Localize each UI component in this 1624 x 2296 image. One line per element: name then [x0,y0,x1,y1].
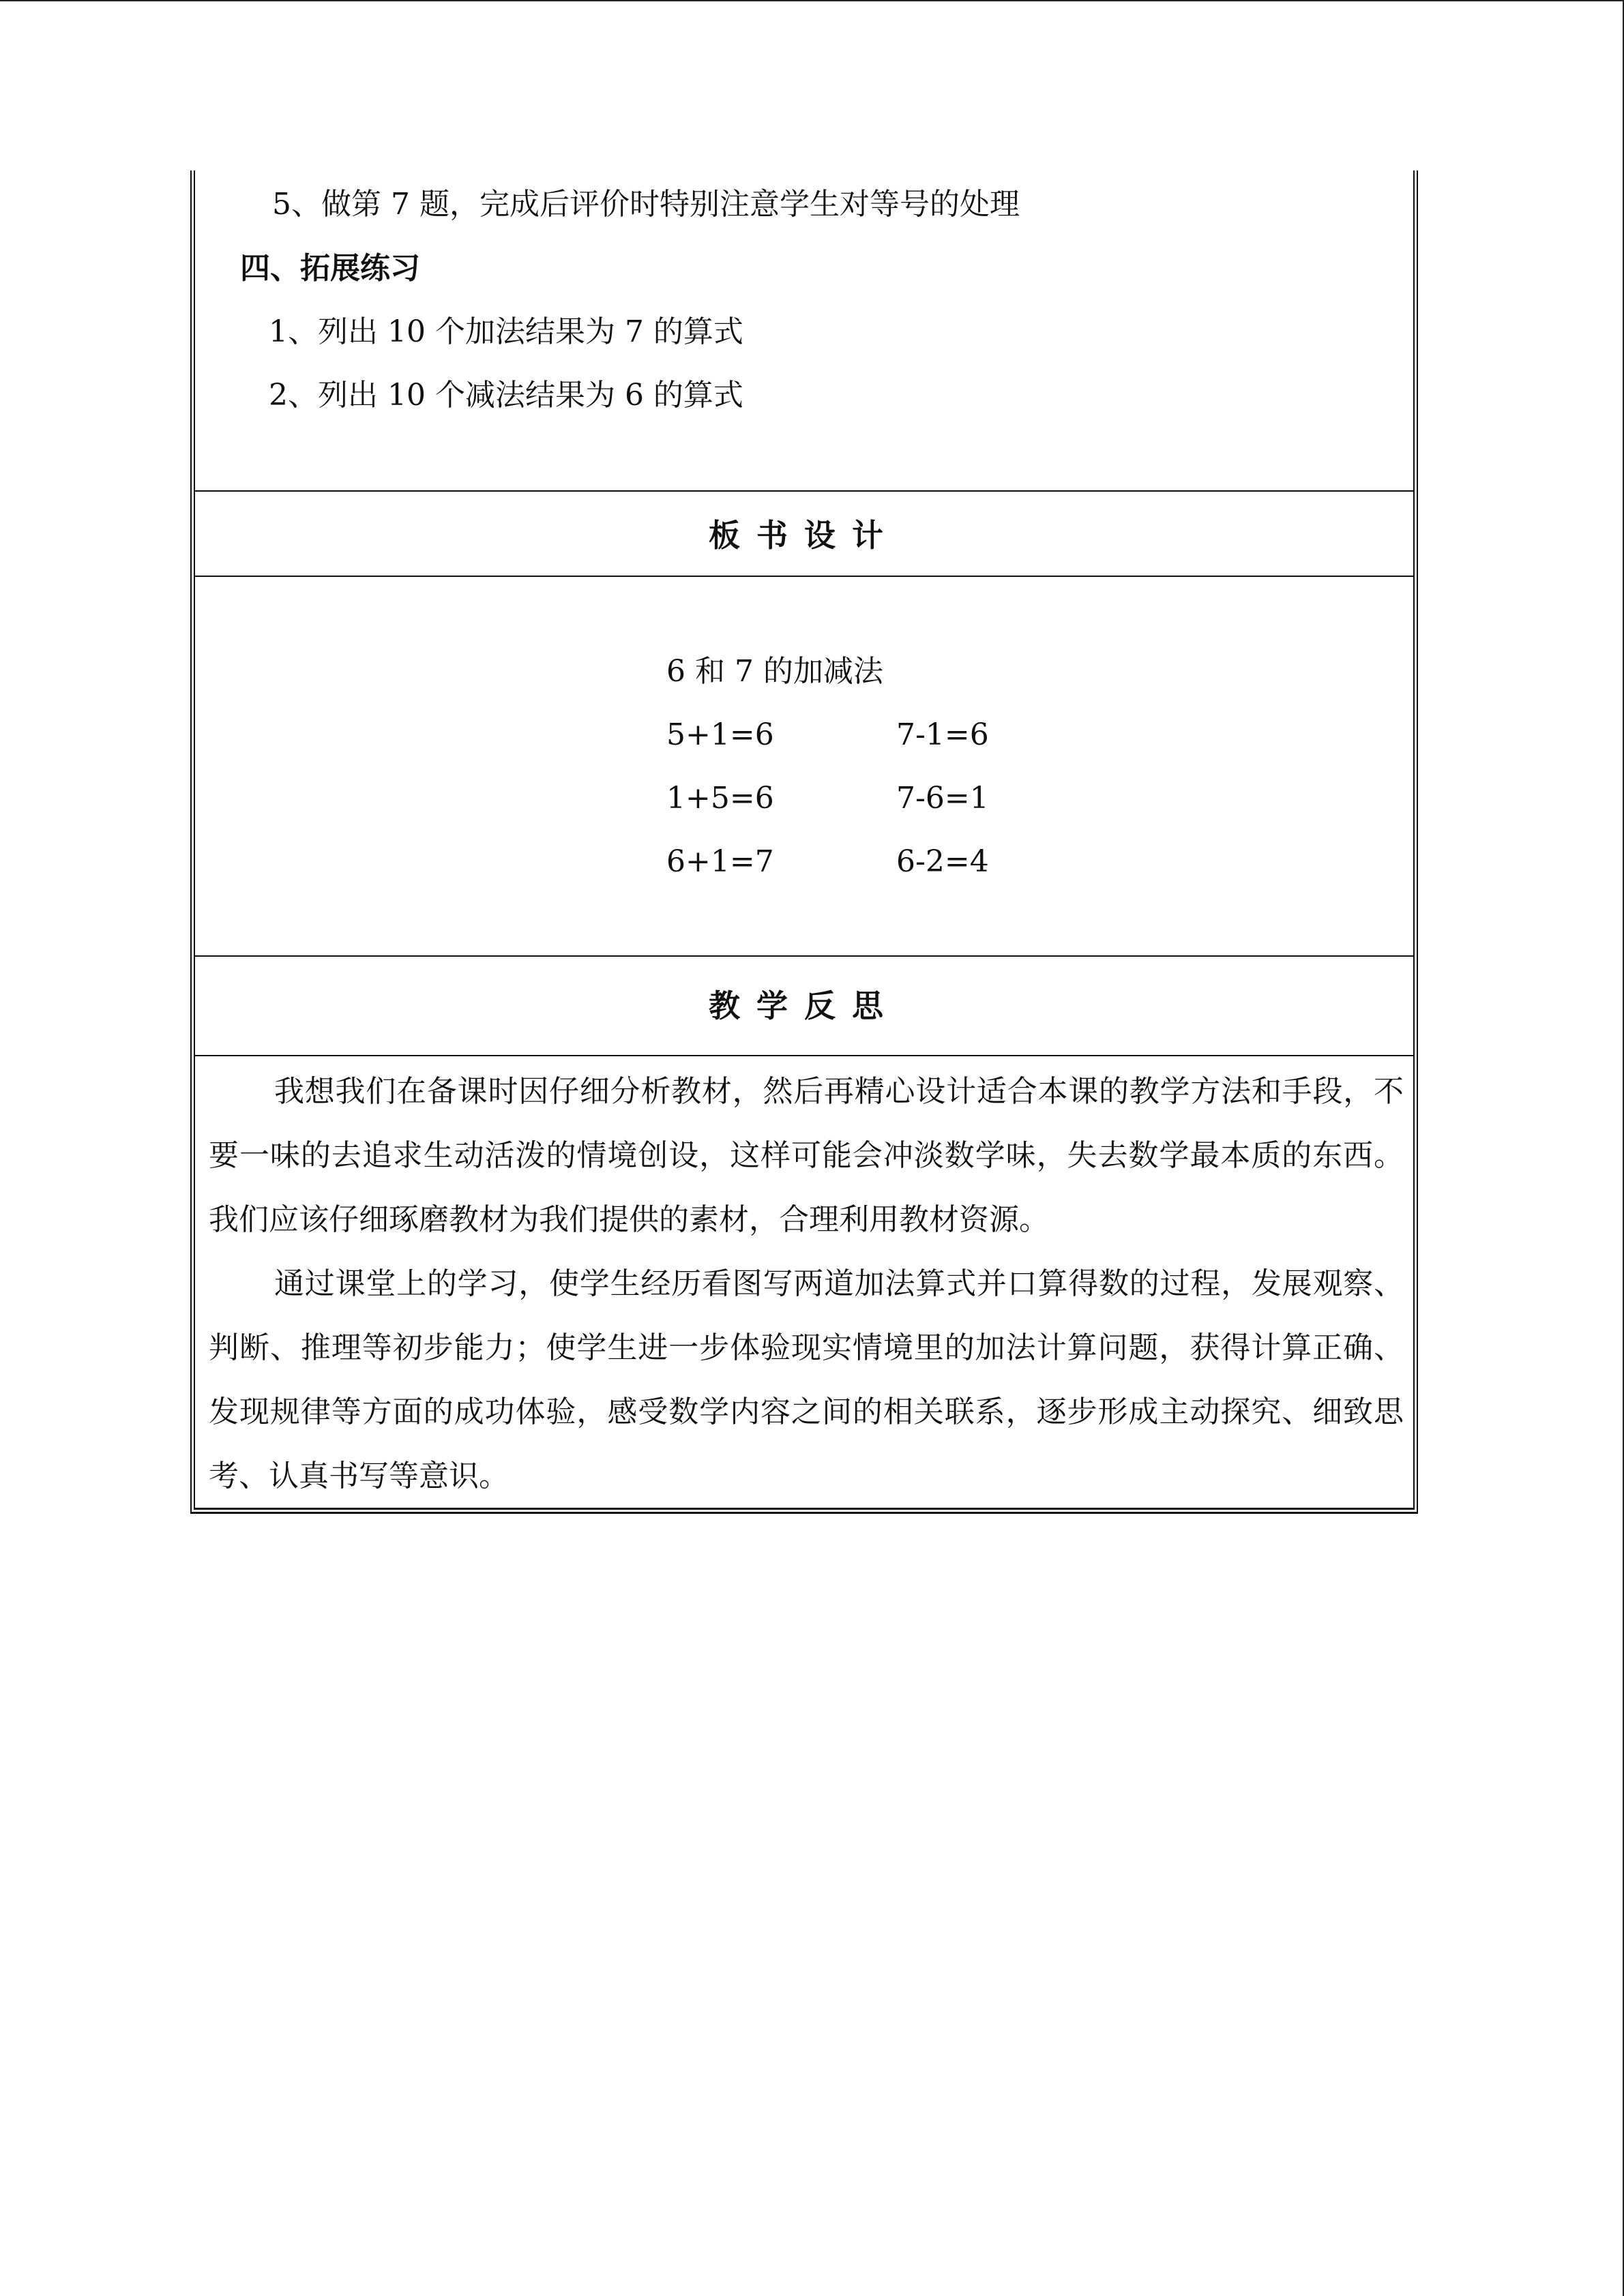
board-equation: 7-6=1 [896,781,989,816]
extension-item-2: 2、列出 10 个减法结果为 6 的算式 [269,378,743,413]
row-divider [195,576,1413,577]
reflection-paragraph: 我想我们在备课时因仔细分析教材，然后再精心设计适合本课的教学方法和手段，不要一味的去追求生动活泼的情境创设，这样可能会冲淡数学味，失去数学最本质的东西。我们应该仔细琢磨教材为我们提供的素材，合理利用教材资源。 [209,1074,1404,1237]
row-divider [195,1055,1413,1056]
extension-item-1: 1、列出 10 个加法结果为 7 的算式 [269,314,743,349]
page-top-border [0,0,1624,1]
board-title: 6 和 7 的加减法 [666,654,883,689]
lesson-plan-table [190,170,1418,1514]
reflection-heading: 教学反思 [709,987,900,1024]
board-equation: 6-2=4 [896,844,989,879]
section-4-title: 四、拓展练习 [240,251,420,286]
board-equation: 5+1=6 [666,717,774,752]
board-equation: 6+1=7 [666,844,774,879]
board-design-heading: 板书设计 [709,517,900,554]
row-divider [195,955,1413,957]
board-equation: 1+5=6 [666,781,774,816]
reflection-paragraph: 通过课堂上的学习，使学生经历看图写两道加法算式并口算得数的过程，发展观察、判断、推理等初步能力；使学生进一步体验现实情境里的加法计算问题，获得计算正确、发现规律等方面的成功体验，感受数学内容之间的相关联系，逐步形成主动探究、细致思考、认真书写等意识。 [209,1266,1404,1493]
board-equation: 7-1=6 [896,717,989,752]
row-divider [195,490,1413,492]
process-step-5: 5、做第 7 题，完成后评价时特别注意学生对等号的处理 [272,187,1020,222]
